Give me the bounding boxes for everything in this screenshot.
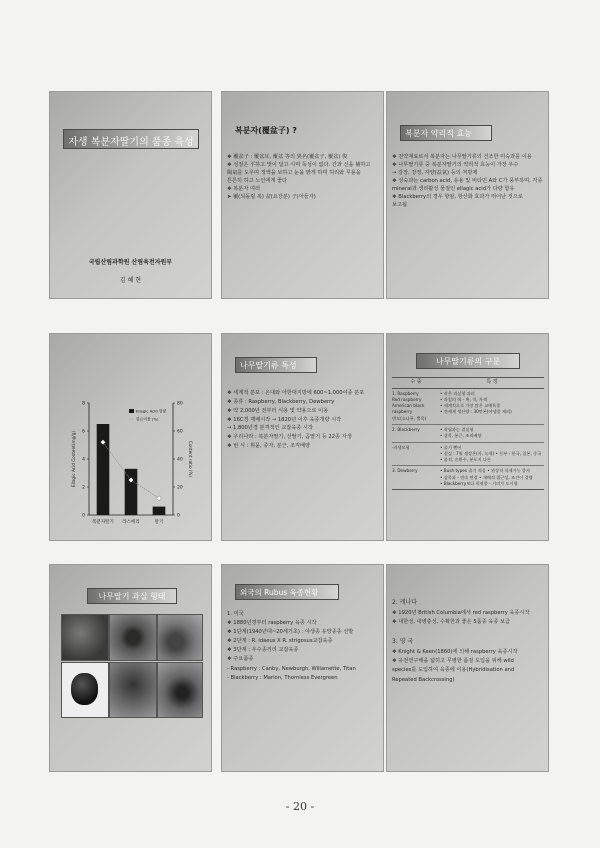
row-name (392, 468, 440, 487)
ratio-point (157, 496, 162, 501)
y-tick-label: 6 (82, 429, 85, 435)
class-table (392, 377, 544, 490)
slide-foreign-breeding (221, 564, 384, 772)
slide-fruit-shapes (49, 564, 212, 772)
body-line: ➤ 覆(되돌릴 복) 盆(요강분) 子(아들자) (227, 194, 316, 201)
slide-raspberry-characteristics (221, 333, 384, 541)
row-name (392, 391, 440, 422)
slide-heading: 복분자(覆盆子) ? (235, 126, 297, 135)
cell-line: Red raspberry (392, 396, 422, 402)
slide-heading-box (87, 588, 177, 604)
body-line: - Raspberry : Canby, Newburgh, Willamette, Titan (227, 665, 356, 672)
slide-heading-box (416, 353, 520, 369)
body-line: ❖ 2단계 : R. idaeus X R. strigosus교잡육종 (227, 638, 333, 645)
fruit-photo (157, 662, 203, 718)
slide-title-box (63, 129, 199, 149)
slide-title (49, 91, 212, 299)
body-line: ❖ 번 식 : 휘묻, 종자, 분근, 조직배양 (227, 443, 311, 450)
row-desc (440, 445, 544, 464)
y2-tick-label: 40 (177, 457, 183, 463)
slide-body (227, 389, 379, 451)
legend-label: Ellagic Acid 함량 (136, 408, 167, 414)
body-line: 陽氣를 도우며 정액을 보하고 눈을 밝게 하며 허리와 무릎을 (227, 170, 361, 177)
slide-heading: 나무딸기류의 구분 (435, 357, 501, 366)
body-line: ❖ 성질은 平하고 맛이 달고 시며 독성이 없다. 간과 신을 補하고 (227, 162, 371, 169)
cell-line: • Blackberry보다 희귀종 - 거의가 도시형 (440, 481, 518, 487)
slide-heading: 외국의 Rubus 육종현황 (240, 588, 319, 597)
cell-line: • 줄기 뻗어 (440, 444, 462, 450)
slide-bokbunja-definition (221, 91, 384, 299)
body-line: ❖ 복분자 여러 (227, 186, 261, 193)
cell-line: • 과일의 색 - 흑, 적, 자색 (440, 396, 487, 402)
row-desc (440, 468, 544, 487)
cell-line: • 작은 과실형 과피 (440, 390, 475, 396)
body-line: ❖ 성숙과는 carbon acid, 유용 및 비타민 A와 C가 풍부하며, 각종 (392, 178, 543, 185)
body-line: ❖ 3단계 : 우수종끼리 교잡육종 (227, 647, 299, 654)
x-tick-label: 라스베리 (122, 520, 140, 525)
table-row (392, 389, 544, 425)
y2-tick-label: 20 (177, 485, 183, 491)
row-name (392, 427, 440, 440)
fruit-photo (109, 662, 157, 718)
slide-title-text: 자생 복분자딸기의 품종 육성 (68, 137, 194, 148)
slide-body (227, 153, 379, 201)
y-tick-label: 4 (82, 457, 85, 463)
body-line (392, 628, 544, 637)
header-cell: 특 징 (486, 379, 498, 385)
slide-body (227, 610, 379, 683)
slide-body (392, 153, 544, 209)
body-line: ❖ Knight & Keen(1860)에 의해 raspberry 육종시작 (392, 648, 518, 655)
y2-tick-label: 60 (177, 429, 183, 435)
ellagic-acid-chart (49, 333, 212, 541)
page-number: - 20 - (285, 800, 315, 813)
cell-line: • 삽목, 분근, 조직배양 (440, 433, 482, 439)
legend-swatch (129, 409, 134, 413)
body-line: ❖ 내한성, 내병충성, 수확한과 좋은 5품종 육종 보급 (392, 619, 511, 626)
cell-line: • 결실 : 7월 생장온(자, 녹색) • 동부 - 한국, 일본, 중국 (440, 450, 542, 456)
slide-pharmacological-effects (386, 91, 549, 299)
body-line: ❖ 나무딸기류 중 복분자딸기의 약리적 효능이 가장 우수 (392, 162, 519, 169)
row-desc (440, 427, 544, 440)
y2-tick-label: 80 (177, 401, 183, 407)
x-tick-label: 딸기 (154, 520, 164, 525)
header-cell: 수 종 (410, 379, 422, 385)
body-line: 2. 캐나다 (392, 599, 418, 606)
body-line: ❖ 세계적 분포 : 온대와 아한대지방에 600~1,000여종 분포 (227, 390, 365, 396)
fruit-photo (157, 614, 203, 661)
legend-label: 함유비율 (%) (136, 416, 159, 422)
cell-line: American black raspberry (392, 403, 425, 415)
fruit-photo (61, 614, 109, 661)
cell-line: • 전세계 생산량 : 30만톤(야생종 제외) (440, 409, 512, 415)
slide-body (392, 598, 544, 685)
table-row (392, 466, 544, 490)
cell-line: • 품적, 순환수, 분포지 다른 (440, 457, 491, 463)
table-row (392, 425, 544, 443)
body-line: ❖ 전약재료로서 복분자는 나무딸기류의 건조한 미숙과를 이용 (392, 154, 532, 160)
slide-heading: 나무딸기 과실 형태 (98, 592, 166, 601)
body-line: ❖ 1880년경부터 raspberry 육종 시작 (227, 620, 317, 627)
fruit-photo (109, 614, 157, 661)
body-line: ❖ 1단계(1940년대~20세기초) : 야생종 유망종종 선발 (227, 629, 354, 636)
row-desc (440, 391, 544, 422)
body-line: ❖ 종류 : Raspberry, Blackberry, Dewberry (227, 398, 335, 405)
bar (153, 507, 166, 515)
cell-line: 1. Raspberry (392, 390, 419, 396)
slide-ellagic-chart (49, 333, 212, 541)
cell-line: 변모(소나무, 뿔목) (392, 415, 427, 421)
body-line: ❖ 유전연구해을 넓히고 무병한 품질 도입을 위해 wild (392, 658, 514, 665)
cell-line: -자생모형 (392, 444, 410, 450)
body-line: mineral과 생리활성 물질인 ellagic acid가 다량 함유 (392, 186, 515, 193)
body-line: Repeated Backcrossing) (392, 676, 455, 683)
row-name (392, 445, 440, 464)
body-line: ❖ 약 2,000년 전부터 식용 및 약용으로 이용 (227, 407, 329, 414)
cell-line: • Bush types 줄기 적음 • 관상적 식재가능 종자 (440, 468, 531, 474)
y-tick-label: 8 (82, 401, 85, 407)
y2-tick-label: 0 (177, 513, 180, 519)
body-line: - Blackberry : Marion, Thornless Evergreen (227, 674, 338, 681)
cell-line: 2. Blackberry (392, 426, 420, 432)
body-line: species를 도입하여 육종에 이용(Hybridisation and (392, 667, 515, 674)
slide-heading: 복분자 약리적 효능 (405, 129, 472, 138)
x-tick-label: 복분자딸기 (92, 520, 114, 525)
body-line: 1. 미국 (227, 611, 244, 617)
body-line: 보고됨 (392, 202, 408, 209)
cell-line: • 삽목과 - 연속 연결 • 재배적 접근성, 조건이 경쟁 (440, 474, 533, 480)
slide-heading-box (400, 125, 492, 141)
body-line: → 1,800년경 본격적인 교잡육종 시작 (227, 425, 313, 432)
cell-line: • 착립과는 결실형 (440, 426, 474, 432)
y-tick-label: 2 (82, 485, 85, 491)
author: 김 혜 현 (119, 277, 142, 284)
fruit-photo (61, 662, 109, 718)
y-tick-label: 0 (82, 513, 85, 519)
y-axis-label: Ellagic Acid Content(mg/g) (71, 431, 76, 487)
slide-heading-box (235, 584, 339, 600)
table-header (392, 377, 544, 389)
table-row (392, 443, 544, 467)
slide-heading: 나무딸기류 특성 (240, 361, 297, 370)
body-line: ❖ 우리나라 : 복분자딸기, 산딸기, 곰딸기 등 22종 자생 (227, 434, 352, 441)
cell-line: 3. Dewberry (392, 468, 418, 474)
slide-canada-uk (386, 564, 549, 772)
slide-heading-box (235, 357, 317, 373)
slide-raspberry-classification (386, 333, 549, 541)
body-line: → 강장, 강정, 자양(益氣) 등의 처방제 (392, 170, 478, 177)
body-line: ❖ 16C경 재배시작 → 1820년 이후 육종개량 시작 (227, 416, 342, 423)
body-line: 튼튼히 하고 노인에게 좋다 (227, 178, 288, 185)
bar (97, 424, 110, 515)
y2-axis-label: Content ratio (%) (188, 440, 193, 478)
body-line: ❖ Blackberry의 경우 항암, 항산화 효과가 뛰어난 것으로 (392, 194, 523, 201)
organization: 국립산림과학원 산림육전자원부 (88, 259, 173, 266)
body-line: ❖ 주요품종 (227, 656, 254, 663)
cell-line: • 세계적으로 가장 많은 교배육종 (440, 403, 501, 409)
body-line: ❖ 覆盆子 : 覆盆耳, 覆盆 等의 異名(覆盆子, 覆盆) 復 (227, 154, 348, 160)
body-line: 3. 영 국 (392, 637, 414, 645)
body-line: ❖ 1920년 British Columbia에서 red raspberry 육종시작 (392, 609, 530, 616)
bar (125, 469, 138, 515)
